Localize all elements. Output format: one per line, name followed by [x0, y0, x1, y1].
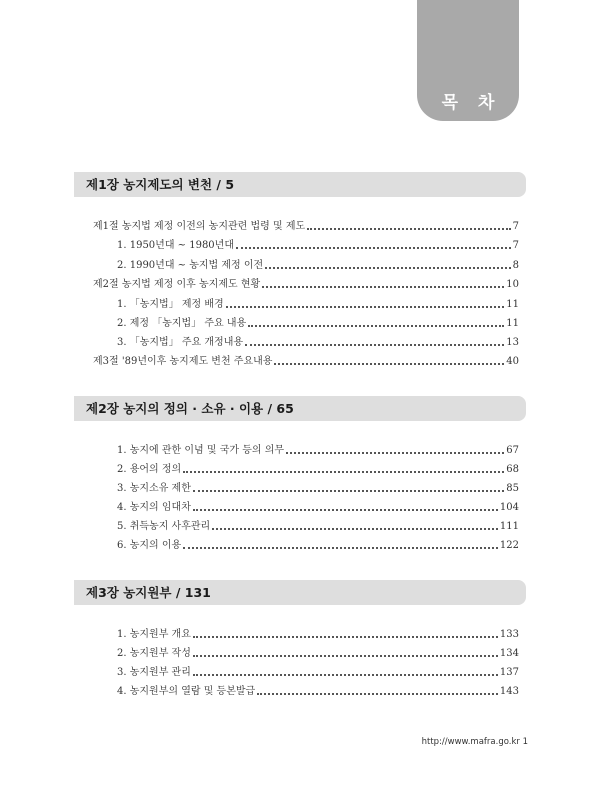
toc-entry-title: 3. 농지소유 제한 [117, 483, 191, 494]
dot-leader [262, 286, 504, 288]
toc-entry-title: 3. 「농지법」 주요 개정내용 [117, 337, 244, 348]
toc-entry-title: 2. 제정 「농지법」 주요 내용 [117, 318, 247, 329]
dot-leader [193, 655, 498, 657]
dot-leader [193, 674, 498, 676]
chapter-3-heading[interactable]: 제3장 농지원부 / 131 [74, 580, 526, 605]
toc-entry-page: 68 [506, 464, 519, 475]
toc-entry[interactable] [117, 296, 519, 314]
chapter-1-heading[interactable]: 제1장 농지제도의 변천 / 5 [74, 172, 526, 197]
toc-entry-page: 104 [499, 502, 519, 513]
toc-entry-page: 11 [506, 299, 519, 310]
toc-entry[interactable] [117, 461, 519, 479]
dot-leader [193, 490, 504, 492]
toc-entry-page: 122 [499, 540, 519, 551]
toc-entry-title: 1. 농지원부 개요 [117, 629, 191, 640]
toc-entry-title: 6. 농지의 이용 [117, 540, 182, 551]
toc-entry-page: 67 [506, 445, 519, 456]
toc-entry[interactable] [117, 334, 519, 352]
toc-entry[interactable] [117, 480, 519, 498]
toc-entry-page: 134 [499, 648, 519, 659]
toc-entry-page: 7 [512, 240, 519, 251]
dot-leader [183, 471, 504, 473]
toc-entry-page: 133 [499, 629, 519, 640]
toc-entry[interactable] [93, 218, 519, 236]
toc-entry[interactable] [93, 276, 519, 294]
toc-entry-page: 111 [499, 521, 519, 532]
toc-entry[interactable] [117, 499, 519, 517]
dot-leader [183, 547, 498, 549]
toc-entry-page: 85 [506, 483, 519, 494]
dot-leader [248, 325, 504, 327]
toc-entry-page: 13 [506, 337, 519, 348]
toc-entry[interactable] [117, 664, 519, 682]
toc-entry[interactable] [117, 626, 519, 644]
toc-entry-title: 2. 농지원부 작성 [117, 648, 191, 659]
toc-entry-page: 137 [499, 667, 519, 678]
toc-entry[interactable] [117, 257, 519, 275]
toc-title: 목 차 [441, 93, 502, 113]
toc-entry[interactable] [117, 537, 519, 555]
toc-entry[interactable] [117, 237, 519, 255]
dot-leader [274, 363, 504, 365]
toc-entry-title: 1. 「농지법」 제정 배경 [117, 299, 224, 310]
dot-leader [245, 344, 504, 346]
toc-entry-title: 4. 농지의 임대차 [117, 502, 191, 513]
page-footer: http://www.mafra.go.kr 1 [421, 737, 528, 747]
toc-entry-page: 10 [506, 279, 519, 290]
toc-entry[interactable] [93, 353, 519, 371]
toc-entry-page: 8 [512, 260, 519, 271]
dot-leader [257, 693, 498, 695]
toc-entry-page: 7 [512, 221, 519, 232]
dot-leader [265, 267, 510, 269]
toc-title-tab [417, 0, 519, 121]
toc-entry-page: 143 [499, 686, 519, 697]
dot-leader [193, 636, 498, 638]
toc-entry[interactable] [117, 645, 519, 663]
toc-entry-title: 1. 농지에 관한 이념 및 국가 등의 의무 [117, 445, 285, 456]
dot-leader [236, 247, 511, 249]
toc-entry-page: 11 [506, 318, 519, 329]
toc-entry-title: 3. 농지원부 관리 [117, 667, 191, 678]
toc-entry[interactable] [117, 315, 519, 333]
toc-entry-title: 2. 용어의 정의 [117, 464, 182, 475]
toc-entry-title: 제1절 농지법 제정 이전의 농지관련 법령 및 제도 [93, 221, 306, 232]
toc-entry[interactable] [117, 442, 519, 460]
toc-entry-page: 40 [506, 356, 519, 367]
dot-leader [226, 306, 505, 308]
dot-leader [286, 452, 504, 454]
dot-leader [193, 509, 498, 511]
toc-entry[interactable] [117, 683, 519, 701]
toc-entry-title: 5. 취득농지 사후관리 [117, 521, 211, 532]
dot-leader [307, 228, 510, 230]
toc-entry-title: 제3절 '89년이후 농지제도 변천 주요내용 [93, 356, 273, 367]
toc-entry-title: 제2절 농지법 제정 이후 농지제도 현황 [93, 279, 261, 290]
toc-entry-title: 1. 1950년대 ~ 1980년대 [117, 240, 234, 251]
toc-entry-title: 4. 농지원부의 열람 및 등본발급 [117, 686, 256, 697]
dot-leader [212, 528, 498, 530]
chapter-2-heading[interactable]: 제2장 농지의 정의 · 소유 · 이용 / 65 [74, 396, 526, 421]
toc-entry-title: 2. 1990년대 ~ 농지법 제정 이전 [117, 260, 264, 271]
toc-entry[interactable] [117, 518, 519, 536]
